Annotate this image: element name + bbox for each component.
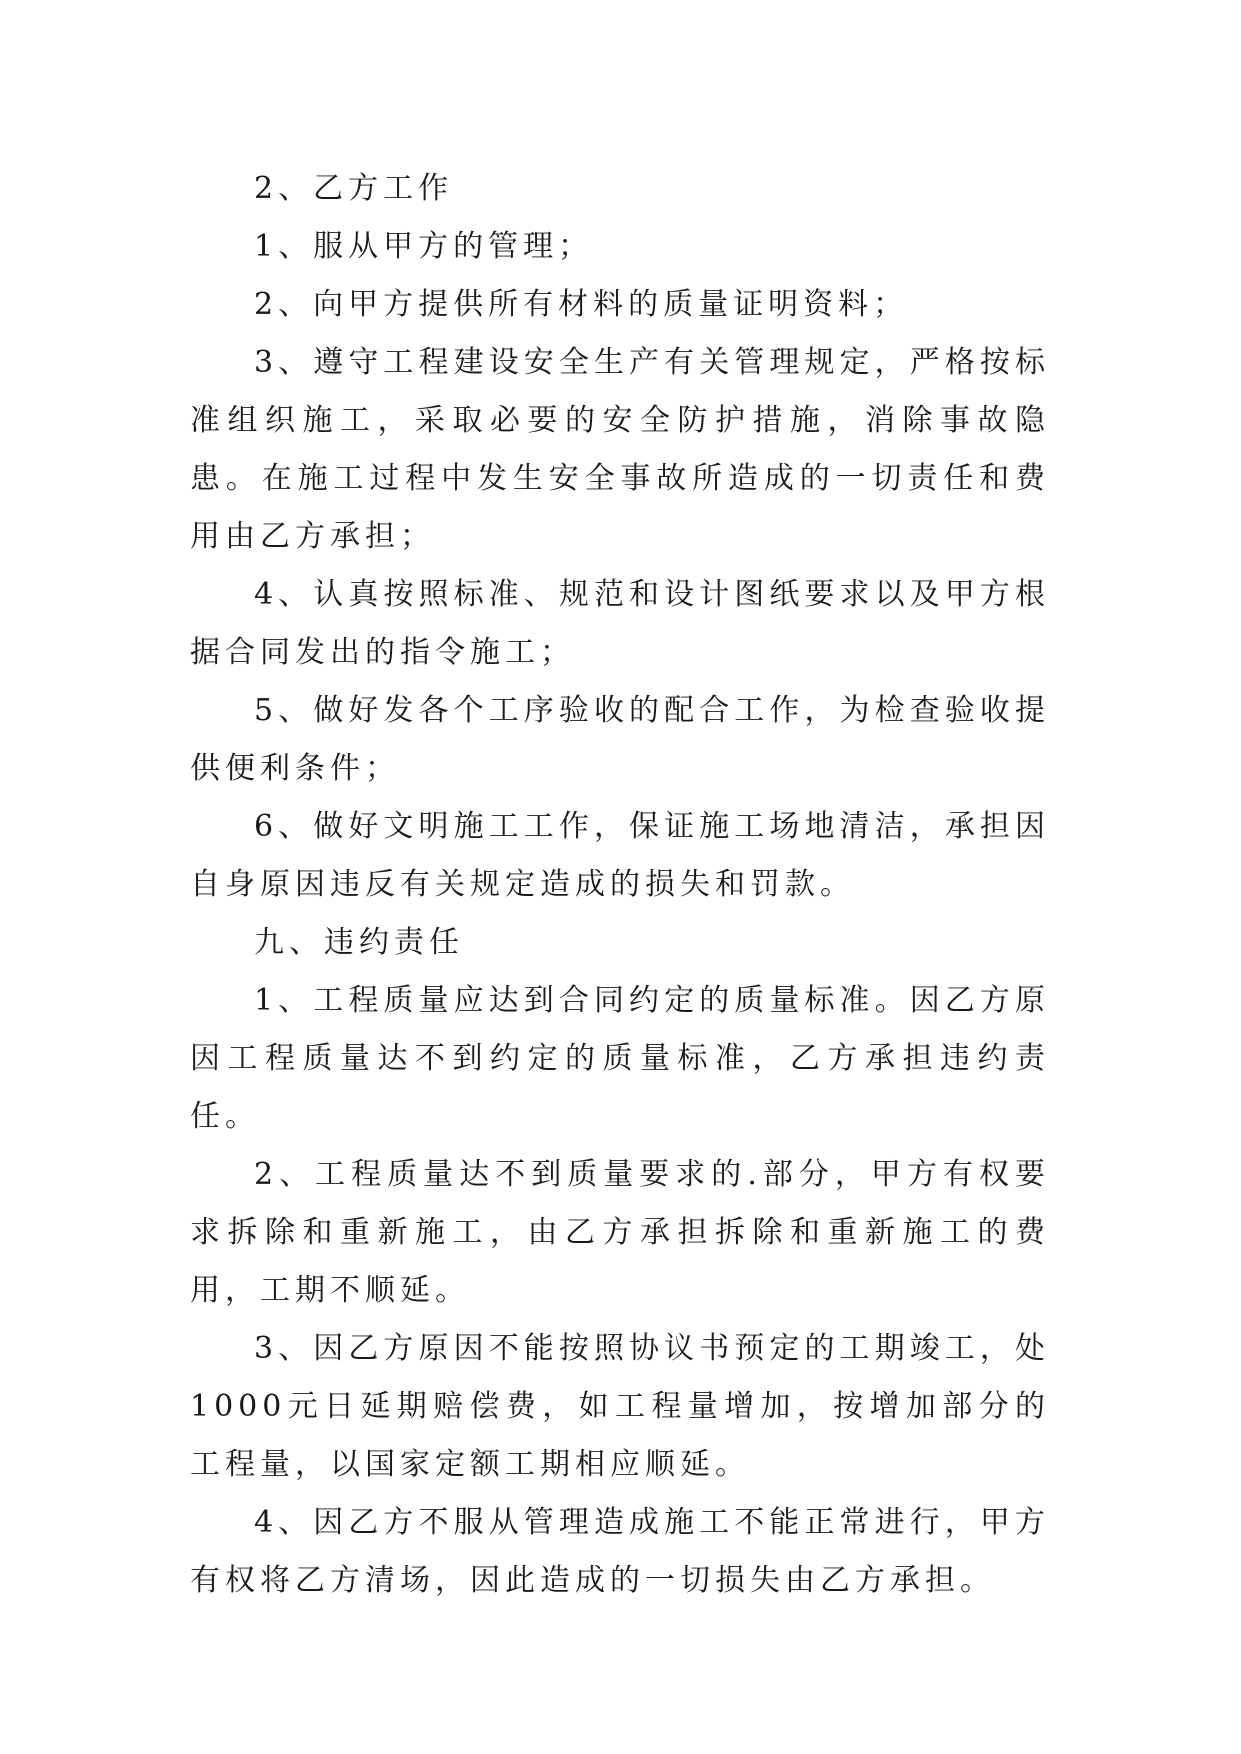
clause-paragraph: 1、工程质量应达到合同约定的质量标准。因乙方原因工程质量达不到约定的质量标准，乙方承担违约责任。 [190,983,1050,1134]
clause-paragraph: 3、遵守工程建设安全生产有关管理规定，严格按标准组织施工，采取必要的安全防护措施，消除事故隐患。在施工过程中发生安全事故所造成的一切责任和费用由乙方承担； [190,345,1050,554]
clause-paragraph: 5、做好发各个工序验收的配合工作，为检查验收提供便利条件； [190,693,1050,786]
section-heading-party-b-work: 2、乙方工作 [254,171,454,206]
document-body [190,160,1050,1610]
clause-paragraph: 2、向甲方提供所有材料的质量证明资料； [254,287,909,322]
clause-paragraph: 3、因乙方原因不能按照协议书预定的工期竣工，处1000元日延期赔偿费，如工程量增加，按增加部分的工程量，以国家定额工期相应顺延。 [190,1331,1050,1482]
section-heading-breach-liability: 九、违约责任 [254,925,464,960]
clause-paragraph: 1、服从甲方的管理； [254,229,594,264]
clause-paragraph: 4、因乙方不服从管理造成施工不能正常进行，甲方有权将乙方清场，因此造成的一切损失由乙方承担。 [190,1505,1050,1598]
clause-paragraph: 6、做好文明施工工作，保证施工场地清洁，承担因自身原因违反有关规定造成的损失和罚款。 [190,809,1050,902]
clause-paragraph: 2、工程质量达不到质量要求的.部分，甲方有权要求拆除和重新施工，由乙方承担拆除和重新施工的费用，工期不顺延。 [190,1157,1050,1308]
clause-paragraph: 4、认真按照标准、规范和设计图纸要求以及甲方根据合同发出的指令施工； [190,577,1050,670]
